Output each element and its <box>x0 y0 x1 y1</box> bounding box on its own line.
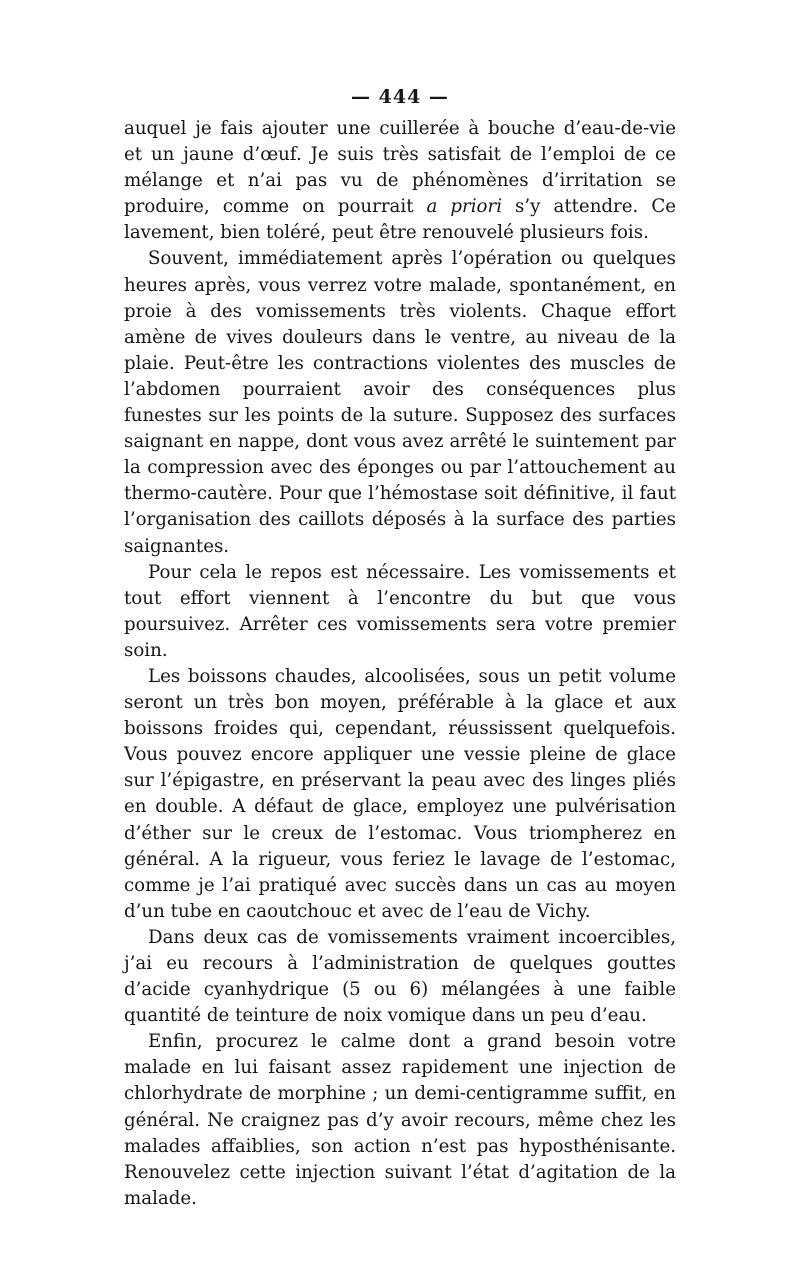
paragraph-rest-necessary: Pour cela le repos est nécessaire. Les vomissements et tout effort viennent à l’encontre du but que vous poursuivez. Arrêter ces vomissements sera votre premier soin. <box>124 561 676 661</box>
paragraph-text-before-italic: auquel je fais ajouter une cuillerée à bouche d’eau-de-vie et un jaune d’œuf. Je suis très satisfait de l’emploi de ce mélange et n’ai pas vu de phénomènes d’irritation se produire, comme on pourrait <box>124 118 676 218</box>
page-body <box>124 116 676 1212</box>
paragraph-vomiting-after-operation: Souvent, immédiatement après l’opération ou quelques heures après, vous verrez votre malade, spontanément, en proie à des vomissements très violents. Chaque effort amène de vives douleurs dans le ventre, au niveau de la plaie. Peut-être les contractions violentes des muscles de l’abdomen pourraient avoir des conséquences plus funestes sur les points de la suture. Supposez des surfaces saignant en nappe, dont vous avez arrêté le suintement par la compression avec des éponges ou par l’attouchement au thermo-cautère. Pour que l’hémostase soit définitive, il faut l’organisation des caillots déposés à la surface des parties saignantes. <box>124 248 676 557</box>
italic-latin-phrase: a priori <box>426 196 503 218</box>
paragraph-hot-drinks: Les boissons chaudes, alcoolisées, sous un petit volume seront un très bon moyen, préférable à la glace et aux boissons froides qui, cependant, réussissent quelquefois. Vous pouvez encore appliquer une vessie pleine de glace sur l’épigastre, en préservant la peau avec des linges pliés en double. A défaut de glace, employez une pulvérisation d’éther sur le creux de l’estomac. Vous triompherez en général. A la rigueur, vous feriez le lavage de l’estomac, comme je l’ai pratiqué avec succès dans un cas au moyen d’un tube en caoutchouc et avec de l’eau de Vichy. <box>124 665 676 922</box>
paragraph-continued <box>124 116 676 246</box>
paragraph-text-after-italic: s’y attendre. Ce lavement, bien toléré, peut être renouvelé plusieurs fois. <box>124 196 677 244</box>
paragraph-morphine-injection: Enfin, procurez le calme dont a grand besoin votre malade en lui faisant assez rapidement une injection de chlorhydrate de morphine ; un demi-centigramme suffit, en général. Ne craignez pas d’y avoir recours, même chez les malades affaiblies, son action n’est pas hyposthénisante. Renouvelez cette injection suivant l’état d’agitation de la malade. <box>124 1031 676 1209</box>
paragraph-incoercible-vomiting: Dans deux cas de vomissements vraiment incoercibles, j’ai eu recours à l’administration de quelques gouttes d’acide cyanhydrique (5 ou 6) mélangées à une faible quantité de teinture de noix vomique dans un peu d’eau. <box>124 926 676 1027</box>
page-number: — 444 — <box>351 86 449 108</box>
